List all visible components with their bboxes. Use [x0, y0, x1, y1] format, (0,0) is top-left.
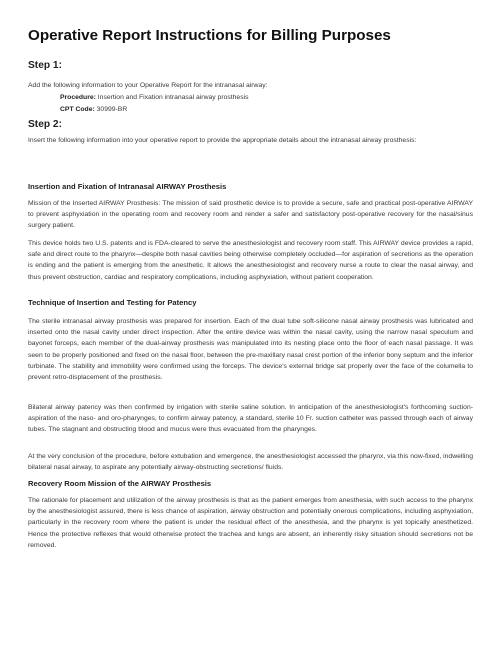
cpt-value: 30999-BR — [96, 106, 128, 113]
section-technique-paragraph-1: The sterile intranasal airway prosthesis was prepared for insertion. Each of the dual tube soft-silicone nasal airway prosthesis was lubricated and inserted onto the nasal cavity under direct inspection. After the entire device was within the nasal cavity, using the narrow nasal speculum and bayonet forceps, each member of the dual-airway prosthesis was manipulated into its nesting place onto the floor of each nasal passage. It was seen to be properly positioned and fixed on the nasal floor, between the pre-maxillary nasal crest portion of the inferior bony septum and the inferior turbinate. The stability and immobility were confirmed using the forceps. The device's external bridge sat properly over the face of the columella to prevent retro-displacement of the prosthesis. — [28, 318, 473, 382]
step1-intro: Add the following information to your Operative Report for the intranasal airway: — [28, 82, 268, 89]
procedure-label: Procedure: — [60, 94, 96, 101]
cpt-line — [60, 106, 127, 113]
section-insertion-paragraph-2: This device holds two U.S. patents and is FDA-cleared to serve the anesthesiologist and recovery room staff. This AIRWAY device provides a rapid, safe and direct route to the pharynx—despite both nasal cavities being otherwise completely occluded—for aspiration of secretions as the operation is ending and the patient is emerging from the anesthetic. It allows the anesthesiologist and recovery nurse a route to clear the nasal airway, and thus prevent obstruction, cardiac and respiratory complications, including asphyxiation, without patient cooperation. — [28, 240, 473, 281]
step2-intro: Insert the following information into your operative report to provide the appropriate details about the intranasal airway prosthesis: — [28, 137, 417, 144]
step2-heading: Step 2: — [28, 119, 62, 130]
cpt-label: CPT Code: — [60, 106, 95, 113]
section-recovery-paragraph-1: The rationale for placement and utilization of the airway prosthesis is that as the patient emerges from anesthesia, with such access to the pharynx by the anesthesiologist assured, there is less chance of aspiration, airway obstruction and potentially onerous complications, including asphyxiation, particularly in the recovery room where the patient is under the residual effect of the anesthesia, and the pharynx is yet topically anesthetized. Hence the protective reflexes that would otherwise protect the trachea and lungs are absent, an inherently risky situation should secretions not be removed. — [28, 497, 473, 549]
section-recovery-heading: Recovery Room Mission of the AIRWAY Prosthesis — [28, 479, 212, 488]
section-technique-heading: Technique of Insertion and Testing for Patency — [28, 298, 197, 307]
document-title: Operative Report Instructions for Billing Purposes — [28, 27, 391, 44]
section-insertion-paragraph-1: Mission of the Inserted AIRWAY Prosthesis: The mission of said prosthetic device is to provide a secure, safe and practical post-operative AIRWAY to prevent asphyxiation in the operating room and recovery room and render a safer and satisfactory post-operative recovery for the nasal/sinus surgery patient. — [28, 200, 473, 230]
section-technique-paragraph-2: Bilateral airway patency was then confirmed by irrigation with sterile saline solution. In anticipation of the anesthesiologist's forthcoming suction-aspiration of the naso- and oro-pharynges, to confirm airway patency, a standard, sterile 10 Fr. suction catheter was passed through each of airway tubes. The stagnant and obstructing blood and mucus were thus evacuated from the pharynges. — [28, 404, 473, 434]
procedure-line — [60, 94, 249, 101]
section-insertion-heading: Insertion and Fixation of Intranasal AIRWAY Prosthesis — [28, 182, 227, 191]
step1-heading: Step 1: — [28, 60, 62, 71]
section-technique-paragraph-3: At the very conclusion of the procedure, before extubation and emergence, the anesthesiologist accessed the pharynx, via this now-fixed, indwelling bilateral nasal airway, to aspirate any potentially airway-obstructing secretions/ fluids. — [28, 453, 473, 472]
procedure-value: Insertion and Fixation intranasal airway prosthesis — [97, 94, 249, 101]
